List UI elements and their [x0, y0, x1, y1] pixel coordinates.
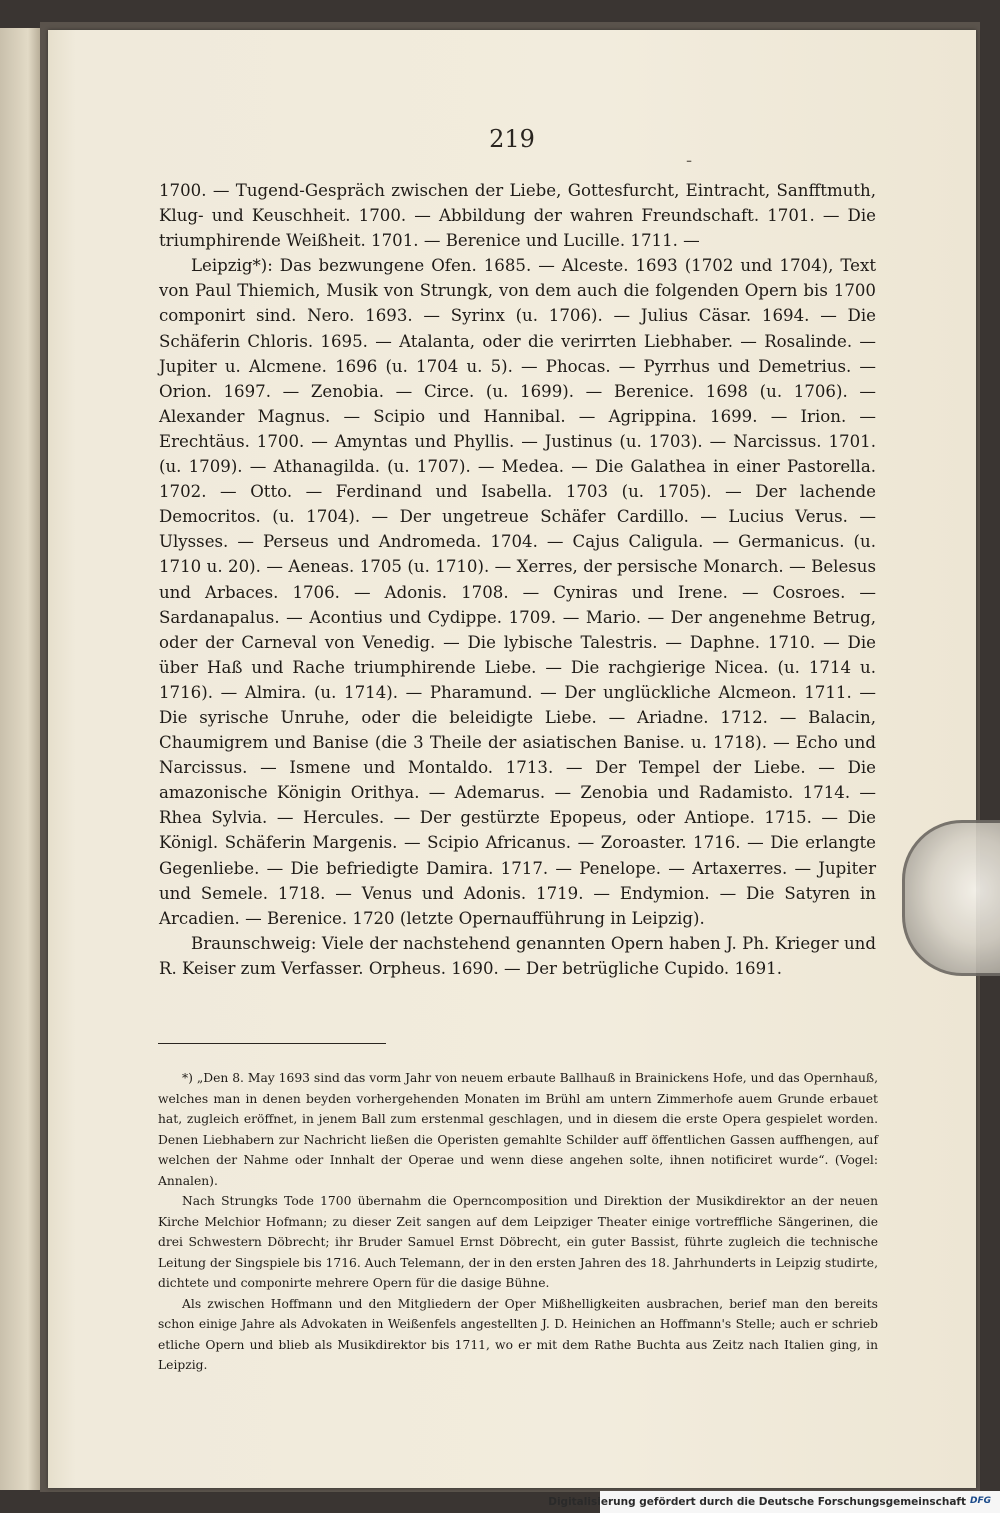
scanned-page	[48, 30, 976, 1488]
funding-credit: Digitalisierung gefördert durch die Deutsche Forschungsgemeinschaft	[548, 1496, 966, 1508]
paragraph-leipzig: Leipzig*): Das bezwungene Ofen. 1685. — Alceste. 1693 (1702 und 1704), Text von Paul Thiemich, Musik von Strungk, von dem auch die folgenden Opern bis 1700 componirt sind. Nero. 1693. — Syrinx (u. 1706). — Julius Cäsar. 1694. — Die Schäferin Chloris. 1695. — Atalanta, oder die verirrten Liebhaber. — Rosalinde. — Jupiter u. Alcmene. 1696 (u. 1704 u. 5). — Phocas. — Pyrrhus und Demetrius. — Orion. 1697. — Zenobia. — Circe. (u. 1699). — Berenice. 1698 (u. 1706). — Alexander Magnus. — Scipio und Hannibal. — Agrippina. 1699. — Irion. — Erechtäus. 1700. — Amyntas und Phyllis. — Justinus (u. 1703). — Narcissus. 1701. (u. 1709). — Athanagilda. (u. 1707). — Medea. — Die Galathea in einer Pastorella. 1702. — Otto. — Ferdinand und Isabella. 1703 (u. 1705). — Der lachende Democritos. (u. 1704). — Der ungetreue Schäfer Cardillo. — Lucius Verus. — Ulysses. — Perseus und Andromeda. 1704. — Cajus Caligula. — Germanicus. (u. 1710 u. 20). — Aeneas. 1705 (u. 1710). — Xerres, der persische Monarch. — Belesus und Arbaces. 1706. — Adonis. 1708. — Cyniras und Irene. — Cosroes. — Sardanapalus. — Acontius und Cydippe. 1709. — Mario. — Der angenehme Betrug, oder der Carneval von Venedig. — Die lybische Talestris. — Daphne. 1710. — Die über Haß und Rache triumphirende Liebe. — Die rachgierige Nicea. (u. 1714 u. 1716). — Almira. (u. 1714). — Pharamund. — Der unglückliche Alcmeon. 1711. — Die syrische Unruhe, oder die beleidigte Liebe. — Ariadne. 1712. — Balacin, Chaumigrem und Banise (die 3 Theile der asiatischen Banise. u. 1718). — Echo und Narcissus. — Ismene und Montaldo. 1713. — Der Tempel der Liebe. — Die amazonische Königin Orithya. — Ademarus. — Zenobia und Radamisto. 1714. — Rhea Sylvia. — Hercules. — Der gestürzte Epopeus, oder Antiope. 1715. — Die Königl. Schäferin Margenis. — Scipio Africanus. — Zoroaster. 1716. — Die erlangte Gegenliebe. — Die befriedigte Damira. 1717. — Penelope. — Artaxerres. — Jupiter und Semele. 1718. — Venus und Adonis. 1719. — Endymion. — Die Satyren in Arcadien. — Berenice. 1720 (letzte Opernaufführung in Leipzig).	[159, 256, 876, 928]
page-number: 219	[489, 125, 535, 153]
footnote-vogel-annalen: *) „Den 8. May 1693 sind das vorm Jahr von neuem erbaute Ballhauß in Brainickens Hofe, und das Opernhauß, welches man in denen beyden vorhergehenden Monaten im Brühl am untern Zimmerhofe auem Grunde erbauet hat, zugleich eröffnet, in jenem Ball zum erstenmal geschlagen, und in diesem die erste Opera gespielet worden. Denen Liebhabern zur Nachricht ließen die Operisten gemahlte Schilder auff öffentlichen Gassen auffhengen, auf welchen der Nahme oder Innhalt der Operae und wenn diese angehen solte, ihnen notificiret wurde“. (Vogel: Annalen).	[158, 1071, 878, 1188]
paragraph-braunschweig: Braunschweig: Viele der nachstehend genannten Opern haben J. Ph. Krieger und R. Keiser zum Verfasser. Orpheus. 1690. — Der betrügliche Cupido. 1691.	[159, 933, 876, 978]
footnotes	[158, 1068, 878, 1376]
body-text	[159, 178, 876, 981]
dfg-logo: DFG	[970, 1496, 992, 1506]
footnote-separator	[158, 1043, 386, 1044]
magnifier-glass	[902, 820, 1000, 976]
footnote-strungk: Nach Strungks Tode 1700 übernahm die Operncomposition und Direktion der Musikdirektor an der neuen Kirche Melchior Hofmann; zu dieser Zeit sangen auf dem Leipziger Theater einige vortreffliche Sängerinen, die drei Schwestern Döbrecht; ihr Bruder Samuel Ernst Döbrecht, ein guter Bassist, führte zugleich die technische Leitung der Singspiele bis 1716. Auch Telemann, der in den ersten Jahren des 18. Jahrhunderts in Leipzig studirte, dichtete und componirte mehrere Opern für die dasige Bühne.	[158, 1194, 878, 1290]
page-mark: -	[686, 150, 693, 171]
paragraph-opera-list-1700: 1700. — Tugend-Gespräch zwischen der Liebe, Gottesfurcht, Eintracht, Sanfftmuth, Klug- und Keuschheit. 1700. — Abbildung der wahren Freundschaft. 1701. — Die triumphirende Weißheit. 1701. — Berenice und Lucille. 1711. —	[159, 181, 876, 251]
footnote-heinichen: Als zwischen Hoffmann und den Mitgliedern der Oper Mißhelligkeiten ausbrachen, berief man den bereits schon einige Jahre als Advokaten in Weißenfels angestellten J. D. Heinichen an Hoffmann's Stelle; auch er schrieb etliche Opern und blieb als Musikdirektor bis 1711, wo er mit dem Rathe Buchta aus Zeitz nach Italien ging, in Leipzig.	[158, 1296, 878, 1372]
adjacent-page-edge	[0, 28, 42, 1490]
